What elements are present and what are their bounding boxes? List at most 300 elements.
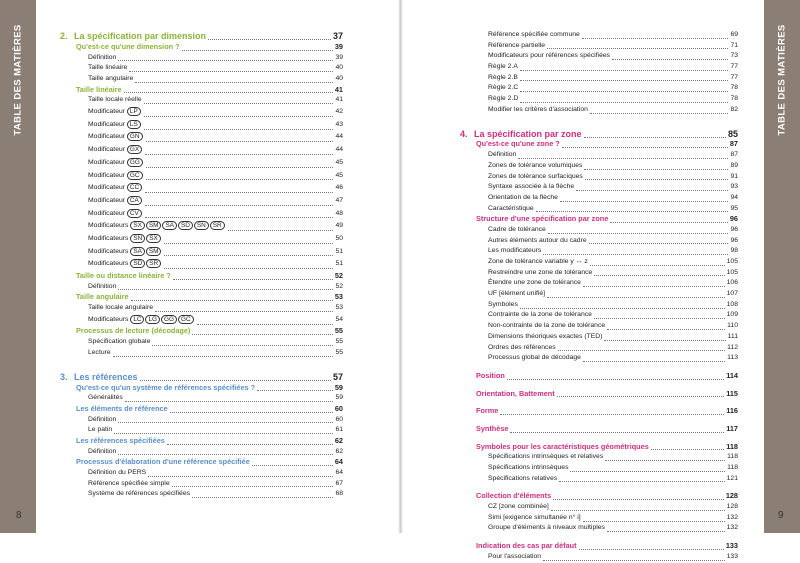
- toc-subsection[interactable]: [60, 246, 343, 259]
- toc-entry-group: [60, 327, 343, 338]
- toc-section[interactable]: [460, 389, 738, 400]
- toc-entry-title: [488, 236, 587, 247]
- toc-entry-text: Taille locale réelle: [88, 96, 142, 104]
- toc-page-number: 50: [335, 234, 343, 242]
- toc-page-number: 60: [335, 415, 343, 423]
- modifier-symbol: GG: [161, 315, 177, 324]
- toc-entry-text: Qu'est-ce qu'un système de références spécifiées ?: [76, 382, 256, 392]
- toc-page-number: 67: [335, 479, 343, 487]
- toc-chapter[interactable]: [60, 371, 343, 383]
- toc-chapter[interactable]: [460, 128, 738, 140]
- toc-entry-group: [60, 282, 343, 293]
- toc-chapter[interactable]: [60, 30, 343, 42]
- toc-subsection[interactable]: [460, 41, 738, 52]
- modifier-symbol: SD: [130, 259, 145, 268]
- toc-entry-group: [60, 144, 343, 157]
- toc-entry-text: UF [élément unifié]: [488, 290, 546, 298]
- toc-entry-text: Processus global de décodage: [488, 354, 581, 362]
- toc-entry-title: [488, 105, 588, 116]
- toc-page-number: 45: [335, 158, 343, 166]
- toc-entry-group: [460, 524, 738, 535]
- toc-subsection[interactable]: [460, 193, 738, 204]
- toc-entry-text: Généralités: [88, 394, 123, 402]
- toc-entry-text: Orientation, Battement: [476, 388, 555, 398]
- toc-section[interactable]: [60, 383, 343, 394]
- dot-leader: [570, 471, 725, 472]
- dot-leader: [585, 179, 729, 180]
- toc-entry-title: [476, 541, 577, 552]
- toc-entry-text: Modificateurs: [88, 234, 129, 242]
- toc-entry-text: Forme: [476, 406, 499, 416]
- toc-section[interactable]: [460, 442, 738, 453]
- toc-subsection[interactable]: [60, 208, 343, 221]
- toc-entry-title: [488, 182, 574, 193]
- toc-entry-title: [488, 343, 556, 354]
- toc-subsection[interactable]: [60, 53, 343, 64]
- toc-subsection[interactable]: [460, 552, 738, 563]
- toc-entry-text: Modificateur: [88, 209, 126, 217]
- toc-subsection[interactable]: [460, 300, 738, 311]
- toc-section[interactable]: [460, 371, 738, 382]
- toc-entry-group: [60, 170, 343, 183]
- dot-leader: [594, 275, 724, 276]
- toc-entry-text: Orientation de la flèche: [488, 193, 558, 201]
- toc-subsection[interactable]: [460, 474, 738, 485]
- toc-entry-group: [460, 321, 738, 332]
- toc-entry-text: Taille ou distance linéaire ?: [76, 271, 171, 281]
- toc-subsection[interactable]: [60, 447, 343, 458]
- toc-entry-title: [476, 214, 608, 225]
- toc-subsection[interactable]: [460, 278, 738, 289]
- toc-entry-title: [88, 106, 142, 119]
- toc-page-number: 40: [335, 75, 343, 83]
- toc-subsection[interactable]: [60, 489, 343, 500]
- toc-subsection[interactable]: [60, 258, 343, 271]
- toc-section[interactable]: [60, 271, 343, 282]
- toc-page-number: 110: [727, 322, 738, 330]
- toc-entry-title: [488, 278, 581, 289]
- toc-entry-text: Les références: [74, 371, 138, 382]
- modifier-symbol: GC: [127, 171, 143, 180]
- toc-entry-text: Spécifications intrinsèques et relatives: [488, 453, 604, 461]
- page-number-left: 8: [16, 510, 22, 521]
- toc-entry-text: Taille locale angulaire: [88, 304, 153, 312]
- toc-entry-group: [60, 95, 343, 106]
- toc-entry-text: Le patin: [88, 426, 113, 434]
- toc-entry-title: [488, 172, 583, 183]
- toc-subsection[interactable]: [60, 282, 343, 293]
- dot-leader: [612, 59, 728, 60]
- modifier-symbol: SR: [146, 259, 161, 268]
- toc-entry-text: Pour l'association: [488, 552, 542, 560]
- toc-entry-group: [60, 208, 343, 221]
- toc-entry-text: Modificateurs: [88, 247, 129, 255]
- toc-entry-group: [460, 236, 738, 247]
- toc-subsection[interactable]: [60, 74, 343, 85]
- toc-section[interactable]: [460, 424, 738, 435]
- toc-subsection[interactable]: [60, 157, 343, 170]
- toc-entry-text: Qu'est-ce qu'une zone ?: [476, 139, 560, 149]
- toc-subsection[interactable]: [460, 513, 738, 524]
- toc-section[interactable]: [60, 42, 343, 53]
- toc-subsection[interactable]: [460, 182, 738, 193]
- modifier-symbol: SM: [146, 247, 162, 256]
- toc-subsection[interactable]: [60, 95, 343, 106]
- toc-page-number: 89: [730, 161, 738, 169]
- dot-leader: [500, 414, 724, 415]
- modifier-symbol: CV: [127, 209, 142, 218]
- toc-entry-title: [88, 144, 143, 157]
- toc-entry-title: [76, 85, 122, 96]
- toc-entry-text: Modificateur: [88, 120, 126, 128]
- toc-left-page: [60, 30, 343, 500]
- toc-page-number: 87: [729, 139, 738, 149]
- toc-page-number: 44: [335, 133, 343, 141]
- toc-subsection[interactable]: [460, 289, 738, 300]
- modifier-symbol: GG: [127, 158, 143, 167]
- toc-entry-title: [488, 62, 518, 73]
- toc-subsection[interactable]: [460, 343, 738, 354]
- toc-entry-text: Cadre de tolérance: [488, 225, 546, 233]
- toc-page-number: 61: [335, 426, 343, 434]
- toc-subsection[interactable]: [60, 170, 343, 183]
- toc-page-number: 41: [334, 84, 343, 94]
- toc-entry-group: [460, 30, 738, 41]
- toc-subsection[interactable]: [60, 314, 343, 327]
- toc-page-number: 37: [332, 31, 343, 41]
- toc-entry-title: [488, 30, 580, 41]
- toc-page-number: 59: [335, 394, 343, 402]
- toc-entry-title: [76, 383, 255, 394]
- toc-entry-group: [60, 337, 343, 348]
- toc-entry-text: Symboles: [488, 300, 518, 308]
- toc-entry-group: [60, 393, 343, 404]
- toc-entry-title: [88, 74, 133, 85]
- toc-entry-group: [460, 343, 738, 354]
- dot-leader: [610, 222, 728, 223]
- toc-subsection[interactable]: [460, 246, 738, 257]
- toc-entry-text: Taille angulaire: [76, 292, 129, 302]
- toc-entry-text: La spécification par dimension: [74, 31, 207, 41]
- toc-page-number: 78: [730, 84, 738, 92]
- toc-section[interactable]: [60, 457, 343, 468]
- toc-page-number: 71: [730, 41, 738, 49]
- dot-leader: [146, 141, 334, 142]
- toc-entry-text: Modificateur: [88, 133, 126, 141]
- toc-subsection[interactable]: [460, 452, 738, 463]
- toc-entry-title: [88, 220, 226, 233]
- dot-leader: [228, 230, 334, 231]
- toc-entry-title: [488, 353, 581, 364]
- toc-entry-title: [88, 131, 144, 144]
- dot-leader: [543, 254, 728, 255]
- modifier-symbol: CC: [127, 183, 142, 192]
- dot-leader: [170, 412, 333, 413]
- toc-section[interactable]: [460, 214, 738, 225]
- toc-page-number: 77: [730, 63, 738, 71]
- toc-entry-group: [460, 182, 738, 193]
- dot-leader: [557, 396, 725, 397]
- toc-entry-group: [60, 258, 343, 271]
- toc-section[interactable]: [460, 491, 738, 502]
- toc-page-number: 132: [726, 513, 738, 521]
- toc-subsection[interactable]: [460, 51, 738, 62]
- toc-page-number: 51: [335, 247, 343, 255]
- toc-page-number: 45: [335, 171, 343, 179]
- toc-entry-title: [88, 246, 162, 259]
- toc-entry-title: [488, 321, 605, 332]
- dot-leader: [582, 38, 729, 39]
- toc-subsection[interactable]: [60, 63, 343, 74]
- right-sidebar-tab: [764, 0, 800, 533]
- toc-chapter-number: 2.: [60, 31, 68, 41]
- toc-entry-text: Taille angulaire: [88, 75, 134, 83]
- toc-entry-title: [476, 424, 508, 435]
- toc-entry-title: [88, 233, 162, 246]
- toc-entry-group: [460, 41, 738, 52]
- modifier-symbol: CA: [127, 196, 142, 205]
- toc-page-number: 128: [726, 503, 738, 511]
- toc-subsection[interactable]: [460, 30, 738, 41]
- toc-entry-group: [460, 452, 738, 463]
- dot-leader: [164, 268, 333, 269]
- toc-subsection[interactable]: [460, 62, 738, 73]
- toc-entry-title: [488, 51, 610, 62]
- toc-entry-group: [60, 271, 343, 282]
- toc-section[interactable]: [60, 404, 343, 415]
- toc-subsection[interactable]: [60, 132, 343, 145]
- toc-subsection[interactable]: [460, 73, 738, 84]
- toc-subsection[interactable]: [60, 106, 343, 119]
- toc-entry-text: Processus de lecture (décodage): [76, 326, 191, 336]
- toc-subsection[interactable]: [460, 463, 738, 474]
- toc-page-number: 96: [729, 214, 738, 224]
- toc-subsection[interactable]: [460, 311, 738, 322]
- toc-subsection[interactable]: [60, 337, 343, 348]
- dot-leader: [590, 265, 725, 266]
- toc-subsection[interactable]: [460, 332, 738, 343]
- toc-subsection[interactable]: [60, 119, 343, 132]
- modifier-symbol: LP: [127, 107, 141, 116]
- toc-entry-group: [460, 204, 738, 215]
- toc-entry-group: [460, 140, 738, 151]
- toc-subsection[interactable]: [460, 105, 738, 116]
- toc-subsection[interactable]: [60, 303, 343, 314]
- toc-entry-title: [488, 83, 518, 94]
- toc-entry-title: [60, 371, 138, 383]
- toc-entry-group: [60, 195, 343, 208]
- toc-entry-text: Non-contrainte de la zone de tolérance: [488, 322, 606, 330]
- toc-entry-text: Restreindre une zone de tolérance: [488, 268, 593, 276]
- toc-entry-title: [88, 468, 146, 479]
- toc-page-number: 52: [334, 271, 343, 281]
- toc-subsection[interactable]: [460, 321, 738, 332]
- toc-page-number: 49: [335, 222, 343, 230]
- dot-leader: [551, 510, 725, 511]
- toc-entry-group: [460, 311, 738, 322]
- toc-entry-title: [88, 393, 123, 404]
- toc-entry-title: [488, 41, 545, 52]
- modifier-symbol: SM: [146, 221, 162, 230]
- dot-leader: [145, 154, 333, 155]
- toc-entry-group: [60, 415, 343, 426]
- toc-section[interactable]: [60, 292, 343, 303]
- dot-leader: [152, 345, 333, 346]
- dot-leader: [520, 70, 729, 71]
- toc-entry-group: [460, 128, 738, 140]
- modifier-symbol: LS: [127, 120, 141, 129]
- dot-leader: [129, 71, 333, 72]
- toc-page-number: 128: [725, 491, 738, 501]
- toc-entry-group: [460, 371, 738, 382]
- toc-subsection[interactable]: [460, 225, 738, 236]
- toc-entry-text: Zone de tolérance variable y ↔ z: [488, 258, 588, 266]
- toc-entry-text: Définition du PERS: [88, 469, 147, 477]
- toc-subsection[interactable]: [460, 502, 738, 513]
- toc-gap: [460, 382, 738, 389]
- toc-page-number: 62: [334, 435, 343, 445]
- toc-entry-title: [488, 552, 541, 563]
- dot-leader: [167, 444, 333, 445]
- toc-page-number: 53: [335, 304, 343, 312]
- toc-page-number: 40: [335, 64, 343, 72]
- toc-subsection[interactable]: [460, 83, 738, 94]
- dot-leader: [140, 380, 331, 381]
- toc-subsection[interactable]: [60, 233, 343, 246]
- toc-entry-text: Autres éléments autour du cadre: [488, 236, 587, 244]
- toc-subsection[interactable]: [460, 204, 738, 215]
- modifier-symbol: GX: [127, 145, 142, 154]
- toc-entry-group: [60, 489, 343, 500]
- toc-section[interactable]: [460, 406, 738, 417]
- dot-leader: [651, 449, 724, 450]
- toc-entry-text: Modificateur: [88, 171, 126, 179]
- toc-entry-text: Qu'est-ce qu'une dimension ?: [76, 41, 180, 51]
- dot-leader: [553, 499, 724, 500]
- toc-gap: [460, 417, 738, 424]
- dot-leader: [124, 92, 333, 93]
- toc-page-number: 39: [335, 53, 343, 61]
- dot-leader: [583, 521, 725, 522]
- toc-entry-group: [460, 552, 738, 563]
- toc-page-number: 64: [334, 457, 343, 467]
- toc-entry-group: [60, 425, 343, 436]
- toc-subsection[interactable]: [460, 524, 738, 535]
- toc-page-number: 82: [730, 105, 738, 113]
- toc-entry-title: [488, 73, 518, 84]
- dot-leader: [583, 286, 725, 287]
- toc-gap: [460, 534, 738, 541]
- toc-entry-group: [460, 94, 738, 105]
- toc-subsection[interactable]: [60, 182, 343, 195]
- dot-leader: [520, 80, 729, 81]
- toc-entry-text: Définition: [88, 447, 117, 455]
- toc-entry-group: [60, 63, 343, 74]
- toc-page-number: 44: [335, 146, 343, 154]
- toc-subsection[interactable]: [460, 353, 738, 364]
- toc-section[interactable]: [60, 327, 343, 338]
- toc-entry-title: [88, 208, 143, 221]
- toc-section[interactable]: [460, 140, 738, 151]
- toc-subsection[interactable]: [60, 393, 343, 404]
- toc-entry-text: Spécifications relatives: [488, 474, 558, 482]
- book-gutter: [398, 0, 403, 533]
- toc-entry-title: [488, 204, 534, 215]
- toc-subsection[interactable]: [60, 220, 343, 233]
- toc-subsection[interactable]: [460, 172, 738, 183]
- toc-subsection[interactable]: [460, 257, 738, 268]
- dot-leader: [607, 329, 725, 330]
- toc-subsection[interactable]: [60, 195, 343, 208]
- toc-entry-group: [60, 233, 343, 246]
- toc-entry-title: [88, 63, 127, 74]
- toc-entry-group: [460, 463, 738, 474]
- toc-page-number: 112: [727, 343, 738, 351]
- toc-subsection[interactable]: [460, 94, 738, 105]
- page-number-right: 9: [778, 510, 784, 521]
- toc-subsection[interactable]: [460, 150, 738, 161]
- toc-entry-group: [60, 106, 343, 119]
- toc-subsection[interactable]: [60, 479, 343, 490]
- toc-page-number: 111: [727, 332, 738, 340]
- modifier-symbol: LG: [145, 315, 160, 324]
- toc-page-number: 118: [727, 453, 738, 461]
- toc-entry-text: Symboles pour les caractéristiques géométriques: [476, 441, 649, 451]
- toc-subsection[interactable]: [60, 348, 343, 359]
- toc-subsection[interactable]: [460, 268, 738, 279]
- toc-entry-group: [460, 150, 738, 161]
- dot-leader: [135, 82, 333, 83]
- toc-section[interactable]: [460, 541, 738, 552]
- toc-entry-title: [488, 257, 588, 268]
- dot-leader: [252, 465, 333, 466]
- toc-page-number: 85: [727, 128, 738, 139]
- toc-subsection[interactable]: [60, 468, 343, 479]
- sidebar-label: TABLE DES MATIÈRES: [12, 24, 24, 136]
- toc-page-number: 96: [730, 225, 738, 233]
- toc-page-number: 132: [726, 524, 738, 532]
- toc-entry-group: [60, 132, 343, 145]
- toc-page-number: 73: [730, 52, 738, 60]
- toc-entry-title: [488, 150, 516, 161]
- toc-page-number: 133: [725, 541, 738, 551]
- toc-entry-group: [460, 278, 738, 289]
- toc-entry-title: [488, 94, 518, 105]
- toc-entry-text: Modificateurs: [88, 315, 129, 323]
- dot-leader: [145, 205, 334, 206]
- toc-entry-group: [460, 268, 738, 279]
- toc-entry-title: [88, 53, 116, 64]
- toc-subsection[interactable]: [460, 236, 738, 247]
- toc-subsection[interactable]: [460, 161, 738, 172]
- toc-entry-title: [76, 404, 168, 415]
- toc-page-number: 106: [726, 279, 738, 287]
- toc-entry-group: [460, 389, 738, 400]
- toc-entry-title: [88, 258, 162, 271]
- dot-leader: [146, 179, 334, 180]
- toc-entry-title: [488, 161, 582, 172]
- toc-subsection[interactable]: [60, 144, 343, 157]
- toc-section[interactable]: [60, 85, 343, 96]
- toc-entry-title: [88, 337, 150, 348]
- modifier-symbol: SN: [130, 234, 145, 243]
- toc-entry-title: [76, 326, 190, 337]
- toc-entry-text: Collection d'éléments: [476, 491, 552, 501]
- toc-subsection[interactable]: [60, 415, 343, 426]
- modifier-symbol: LC: [130, 315, 144, 324]
- toc-subsection[interactable]: [60, 425, 343, 436]
- toc-section[interactable]: [60, 436, 343, 447]
